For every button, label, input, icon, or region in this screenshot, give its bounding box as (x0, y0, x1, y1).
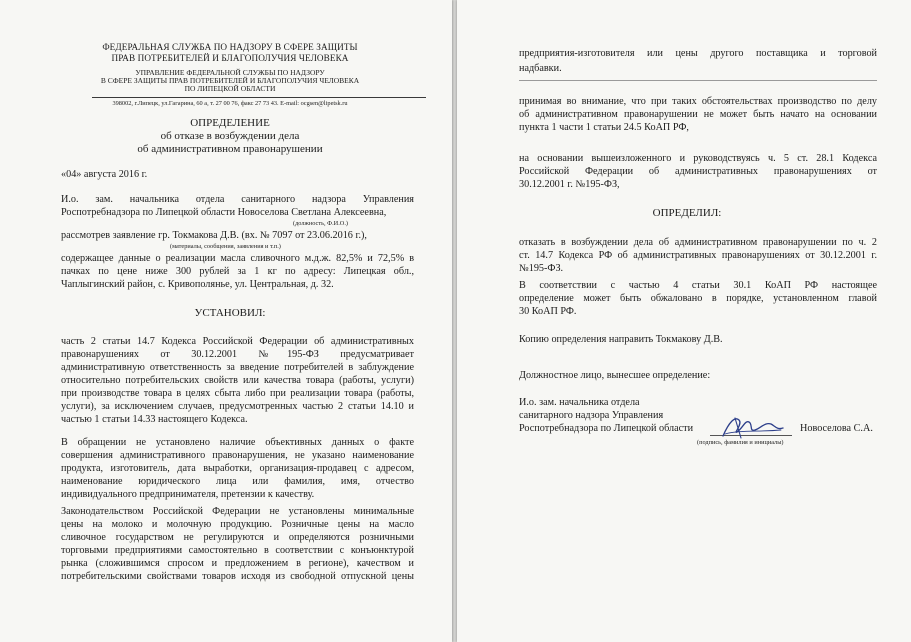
paragraph-line: административную ответственность за введение потребителей в заблуждение (61, 362, 414, 373)
paragraph-no-evidence (61, 436, 414, 501)
paragraph-line: принимая во внимание, что при таких обстоятельствах производство по делу (519, 96, 877, 107)
official-line2: Роспотребнадзора по Липецкой области Новоселова Светлана Алексеевна, (61, 207, 387, 218)
paragraph-line: совершения административного правонарушения, не указано наименование (61, 450, 414, 461)
paragraph-line: частью 1 статьи 14.33 настоящего Кодекса. (61, 414, 248, 425)
agency-name-line2: ПРАВ ПОТРЕБИТЕЛЕЙ И БЛАГОПОЛУЧИЯ ЧЕЛОВЕКА (111, 53, 349, 63)
handwritten-signature (715, 412, 789, 442)
faint-divider (519, 80, 877, 81)
content-line3: Чаплыгинский район, с. Кривополянье, ул. Центральная, д. 32. (61, 279, 334, 290)
paragraph-line: Российской Федерации об административных правонарушениях от (519, 166, 877, 177)
paragraph-line: торговыми предприятиями самостоятельно в соответствии с конъюнктурой (61, 545, 414, 556)
paragraph-price-regulation (61, 505, 414, 583)
issuer-label: Должностное лицо, вынесшее определение: (519, 370, 711, 381)
established-heading: УСТАНОВИЛ: (194, 307, 266, 319)
paragraph-grounds (519, 152, 877, 191)
continuation-line1: предприятия-изготовителя или цены другого поставщика и торговой (519, 48, 877, 59)
paragraph-line: часть 2 статьи 14.7 Кодекса Российской Федерации об административных (61, 336, 414, 347)
left-page (0, 0, 452, 642)
paragraph-legal-basis (61, 335, 414, 426)
content-line2: пачках по цене ниже 300 рублей за 1 кг по адресу: Липецкая обл., (61, 266, 414, 277)
content-line1: содержащее данные о реализации масла сливочного м.д.ж. 82,5% и 72,5% в (61, 253, 414, 264)
review-line: рассмотрев заявление гр. Токмакова Д.В. (вх. № 7097 от 23.06.2016 г.), (61, 230, 367, 241)
official-caption: (должность, Ф.И.О.) (293, 220, 348, 227)
paragraph-line: при производстве товара в целях сбыта либо при реализации товара (работы, (61, 388, 414, 399)
paragraph-line: цены на молоко и молочную продукцию. Розничные цены на масло (61, 519, 414, 530)
signer-position-line2: санитарного надзора Управления (519, 410, 664, 421)
paragraph-line: продукта, изготовитель, дата выработки, организация-продавец с адресом, (61, 463, 414, 474)
paragraph-line: рынка (сложившимся спросом и предложением в регионе), качеством и (61, 558, 414, 569)
paragraph-line: потребительскими свойствами товаров исходя из свободной отпускной цены (61, 571, 414, 582)
right-page (457, 0, 911, 642)
paragraph-line: наименование юридического лица или фамилия, имя, отчество (61, 476, 414, 487)
paragraph-line: правонарушениях от 30.12.2001 №195-ФЗ предусматривает (61, 349, 414, 360)
department-name-line3: ПО ЛИПЕЦКОЙ ОБЛАСТИ (184, 84, 276, 93)
document-subtitle-line1: об отказе в возбуждении дела (160, 130, 300, 142)
department-name-line1: УПРАВЛЕНИЕ ФЕДЕРАЛЬНОЙ СЛУЖБЫ ПО НАДЗОРУ (135, 68, 325, 77)
header-divider (92, 97, 426, 98)
official-line1: И.о. зам. начальника отдела санитарного надзора Управления (61, 194, 414, 205)
paragraph-line: сливочное государством не регулируются и определяются розничными (61, 532, 414, 543)
paragraph-considering (519, 95, 877, 134)
document-date: «04» августа 2016 г. (61, 169, 148, 180)
paragraph-line: определение может быть обжаловано в порядке, установленном главой (519, 293, 877, 304)
paragraph-line: Законодательством Российской Федерации не установлены минимальные (61, 506, 414, 517)
paragraph-line: ст. 14.7 Кодекса РФ об административных правонарушениях от 30.12.2001 г. (519, 250, 877, 261)
paragraph-line: 30 КоАП РФ. (519, 306, 577, 317)
paragraph-line: В обращении не установлено наличие объективных данных о факте (61, 437, 414, 448)
document-subtitle-line2: об административном правонарушении (137, 143, 323, 155)
paragraph-line: относительно потребительских свойств или качества товара (работы, услуги) (61, 375, 414, 386)
paragraph-line: на основании вышеизложенного и руководствуясь ч. 5 ст. 28.1 Кодекса (519, 153, 877, 164)
decided-heading: ОПРЕДЕЛИЛ: (652, 207, 722, 219)
paragraph-line: отказать в возбуждении дела об административном правонарушении по ч. 2 (519, 237, 877, 248)
signer-name: Новоселова С.А. (800, 423, 873, 434)
paragraph-line: пункта 1 части 1 статьи 24.5 КоАП РФ, (519, 122, 689, 133)
paragraph-line: индивидуального предпринимателя, претензии к качеству. (61, 489, 315, 500)
department-name-line2: В СФЕРЕ ЗАЩИТЫ ПРАВ ПОТРЕБИТЕЛЕЙ И БЛАГОПОЛУЧИЯ ЧЕЛОВЕКА (100, 76, 360, 85)
signer-position-line3: Роспотребнадзора по Липецкой области (519, 423, 694, 434)
paragraph-line: №195-ФЗ. (519, 263, 564, 274)
decision-appeal (519, 279, 877, 318)
agency-name-line1: ФЕДЕРАЛЬНАЯ СЛУЖБА ПО НАДЗОРУ В СФЕРЕ ЗАЩИТЫ (102, 42, 358, 52)
address-line: 398002, г.Липецк, ул.Гагарина, 60 а, т. 27 00 76, факс 27 73 43. E-mail: ocgsen@lipetsk.ru (112, 100, 348, 107)
paragraph-line: услуги), за исключением случаев, предусмотренных частью 2 статьи 14.10 и (61, 401, 414, 412)
review-caption: (материалы, сообщения, заявления и т.п.) (170, 243, 281, 250)
decision-refuse (519, 236, 877, 275)
paragraph-line: В соответствии с частью 4 статьи 30.1 КоАП РФ настоящее (519, 280, 877, 291)
continuation-line2: надбавки. (519, 63, 562, 74)
document-title: ОПРЕДЕЛЕНИЕ (190, 117, 270, 129)
paragraph-line: 30.12.2001 г. №195-ФЗ, (519, 179, 620, 190)
signer-position-line1: И.о. зам. начальника отдела (519, 397, 640, 408)
signature-caption: (подпись, фамилия и инициалы) (697, 439, 784, 446)
paragraph-line: об административном правонарушении не может быть начато на основании (519, 109, 877, 120)
copy-note: Копию определения направить Токмакову Д.В. (519, 334, 723, 345)
